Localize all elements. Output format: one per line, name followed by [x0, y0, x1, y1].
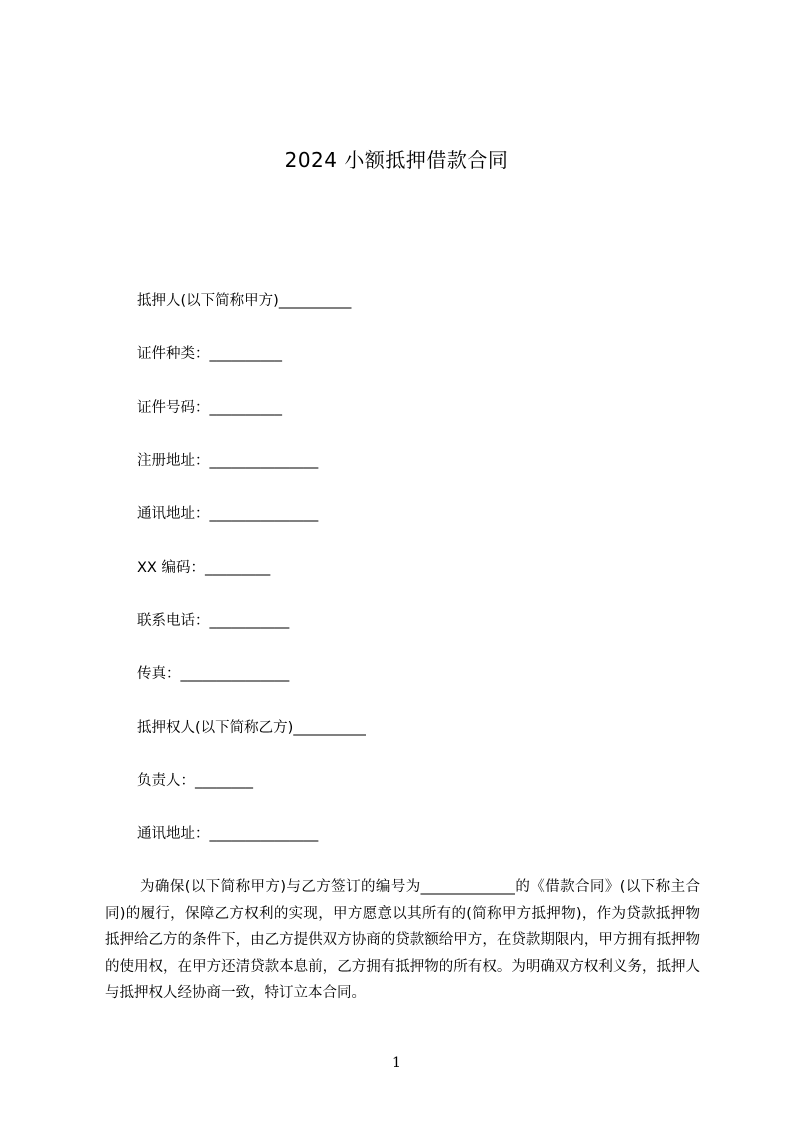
responsible-person-field: 负责人：________ — [137, 773, 253, 789]
mortgagor-field: 抵押人(以下简称甲方)__________ — [137, 293, 352, 309]
postal-code-field: XX 编码：_________ — [137, 560, 271, 576]
phone-field: 联系电话：___________ — [137, 613, 290, 629]
fax-field: 传真：_______________ — [137, 666, 290, 682]
page-number: 1 — [392, 1055, 401, 1071]
id-type-field: 证件种类：__________ — [137, 346, 282, 362]
preamble-paragraph: 为确保(以下简称甲方)与乙方签订的编号为_____________的《借款合同》(以下称主合同)的履行，保障乙方权利的实现，甲方愿意以其所有的(简称甲方抵押物)，作为贷款抵押物抵押给乙方的条件下，由乙方提供双方协商的贷款额给甲方，在贷款期限内，甲方拥有抵押物的使用权，在甲方还清贷款本息前，乙方拥有抵押物的所有权。为明确双方权利义务，抵押人与抵押权人经协商一致，特订立本合同。 — [105, 879, 700, 1001]
document-title: 2024 小额抵押借款合同 — [284, 148, 509, 172]
id-number-field: 证件号码：__________ — [137, 400, 282, 416]
mortgagee-field: 抵押权人(以下简称乙方)__________ — [137, 720, 366, 736]
mortgagee-mailing-address-field: 通讯地址：_______________ — [137, 826, 319, 842]
mailing-address-field: 通讯地址：_______________ — [137, 506, 319, 522]
registered-address-field: 注册地址：_______________ — [137, 453, 319, 469]
